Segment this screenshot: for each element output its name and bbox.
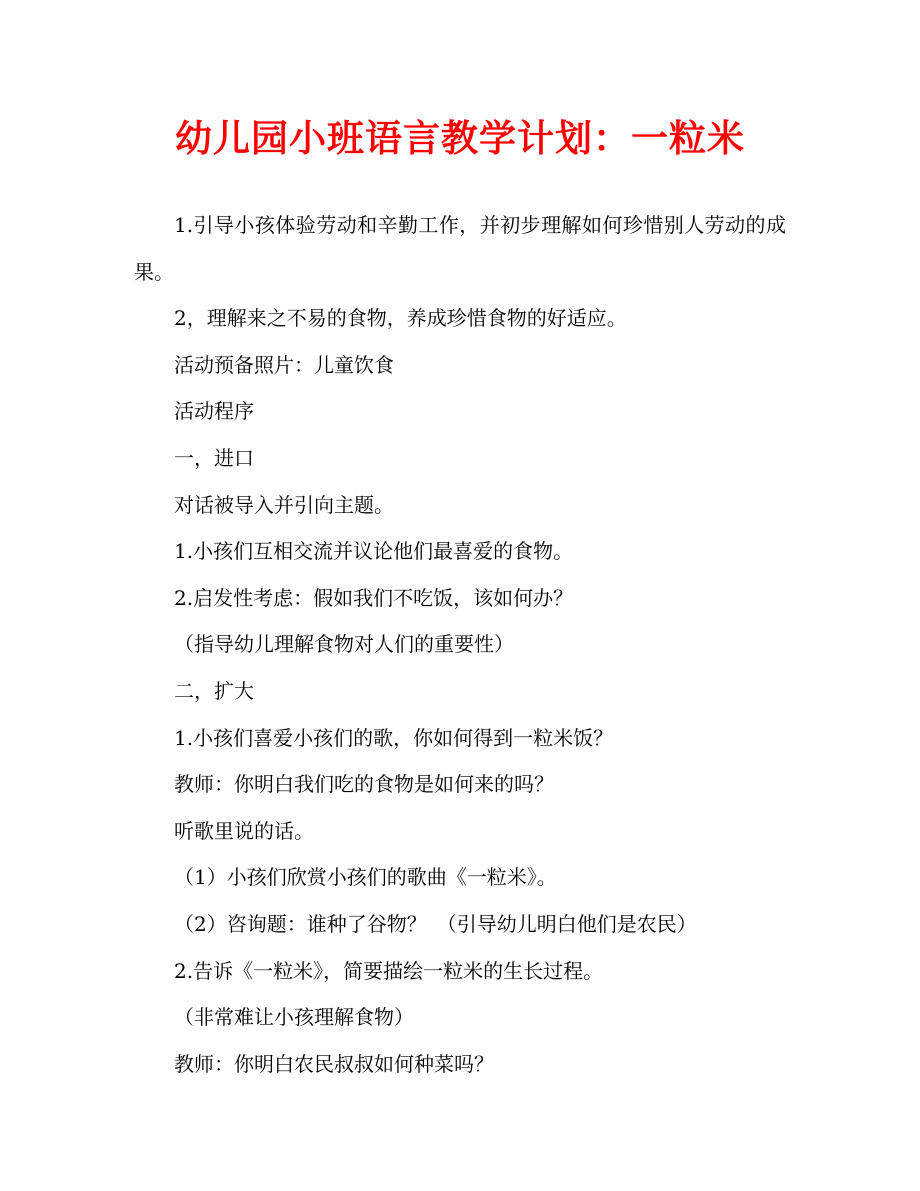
paragraph: 1.小孩们喜爱小孩们的歌，你如何得到一粒米饭？	[174, 725, 614, 750]
paragraph: 对话被导入并引向主题。	[174, 492, 394, 517]
paragraph: 1.小孩们互相交流并议论他们最喜爱的食物。	[174, 539, 574, 564]
paragraph: （1）小孩们欣赏小孩们的歌曲《一粒米》。	[174, 865, 557, 890]
paragraph: 1.引导小孩体验劳动和辛勤工作，并初步理解如何珍惜别人劳动的成果。	[134, 213, 786, 284]
paragraph: 教师：你明白农民叔叔如何种菜吗？	[174, 1051, 494, 1076]
paragraph: 教师：你明白我们吃的食物是如何来的吗？	[174, 772, 554, 797]
paragraph: （指导幼儿理解食物对人们的重要性）	[174, 632, 514, 657]
paragraph: 2.启发性考虑：假如我们不吃饭，该如何办？	[174, 585, 574, 610]
document-body	[134, 202, 786, 1087]
paragraph: 2.告诉《一粒米》，简要描绘一粒米的生长过程。	[174, 958, 604, 983]
paragraph: 2，理解来之不易的食物，养成珍惜食物的好适应。	[174, 306, 627, 331]
paragraph: 听歌里说的话。	[174, 818, 314, 843]
paragraph: 活动程序	[174, 399, 254, 424]
paragraph: 一，进口	[174, 445, 254, 470]
paragraph: （非常难让小孩理解食物）	[174, 1005, 414, 1030]
paragraph: （2）咨询题：谁种了谷物？ （引导幼儿明白他们是农民）	[174, 911, 697, 936]
paragraph: 活动预备照片：儿童饮食	[174, 352, 394, 377]
paragraph: 二，扩大	[174, 678, 254, 703]
document-title: 幼儿园小班语言教学计划：一粒米	[175, 116, 745, 160]
